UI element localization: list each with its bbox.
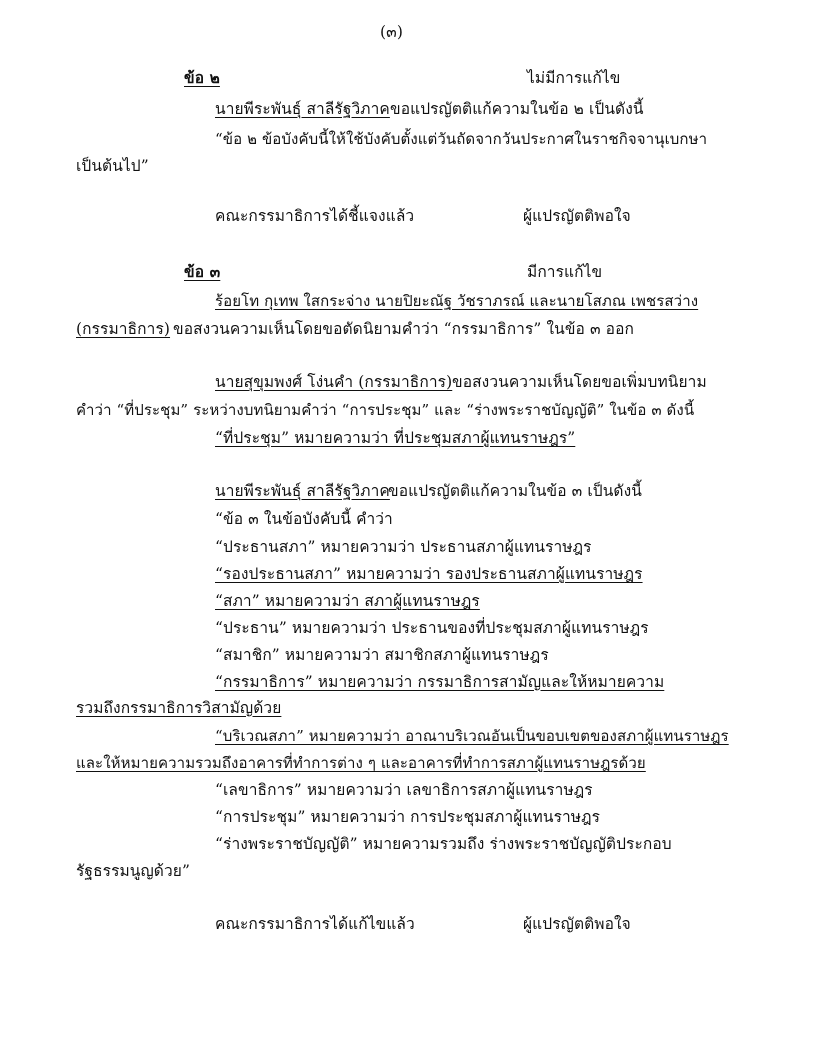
section3-reserve1-movers: ร้อยโท กุเทพ ใสกระจ่าง นายปิยะณัฐ วัชราภรณ์ และนายโสภณ เพชรสว่าง <box>215 292 699 310</box>
section3-reserve2-def: “ที่ประชุม” หมายความว่า ที่ประชุมสภาผู้แทนราษฎร” <box>215 429 576 447</box>
definition-line: “บริเวณสภา” หมายความว่า อาณาบริเวณอันเป็นขอบเขตของสภาผู้แทนราษฎร <box>215 727 729 745</box>
definition-line: “ข้อ ๓ ในข้อบังคับนี้ คำว่า <box>215 510 393 528</box>
definition-line: “การประชุม” หมายความว่า การประชุมสภาผู้แทนราษฎร <box>215 808 601 826</box>
definition-line: และให้หมายความรวมถึงอาคารที่ทำการต่าง ๆ และอาคารที่ทำการสภาผู้แทนราษฎรด้วย <box>76 754 646 772</box>
definition-line: “ร่างพระราชบัญญัติ” หมายความรวมถึง ร่างพระราชบัญญัติประกอบ <box>215 835 672 853</box>
definition-line: “รองประธานสภา” หมายความว่า รองประธานสภาผู้แทนราษฎร <box>215 565 643 583</box>
section3-reserve1-role: (กรรมาธิการ) <box>76 320 171 338</box>
section2-quote-line2: เป็นต้นไป” <box>76 157 149 175</box>
definition-line: “เลขาธิการ” หมายความว่า เลขาธิการสภาผู้แทนราษฎร <box>215 781 593 799</box>
section3-reserve2-mover: นายสุขุมพงศ์ โง่นคำ (กรรมาธิการ) <box>215 373 453 391</box>
section3-reserve1-text: ขอสงวนความเห็นโดยขอตัดนิยามคำว่า “กรรมาธิการ” ในข้อ ๓ ออก <box>173 320 634 338</box>
definition-line: รัฐธรรมนูญด้วย” <box>76 862 190 880</box>
definition-line: “ประธาน” หมายความว่า ประธานของที่ประชุมสภาผู้แทนราษฎร <box>215 619 649 637</box>
section3-heading: ข้อ ๓ <box>184 262 221 281</box>
section3-committee-result: คณะกรรมาธิการได้แก้ไขแล้ว <box>215 915 415 933</box>
section2-heading: ข้อ ๒ <box>184 68 220 87</box>
section2-quote-line1: “ข้อ ๒ ข้อบังคับนี้ให้ใช้บังคับตั้งแต่วันถัดจากวันประกาศในราชกิจจานุเบกษา <box>215 130 708 148</box>
section3-amend-intro: ขอแปรญัตติแก้ความในข้อ ๓ เป็นดังนี้ <box>388 482 642 500</box>
section2-amend-intro: ขอแปรญัตติแก้ความในข้อ ๒ เป็นดังนี้ <box>390 100 644 118</box>
section2-amend-mover: นายพีระพันธุ์ สาลีรัฐวิภาค <box>215 100 390 118</box>
definition-line: รวมถึงกรรมาธิการวิสามัญด้วย <box>76 699 282 717</box>
definition-line: “สภา” หมายความว่า สภาผู้แทนราษฎร <box>215 592 480 610</box>
section2-status: ไม่มีการแก้ไข <box>527 69 621 87</box>
page-number: (๓) <box>380 23 403 41</box>
section2-committee-result: คณะกรรมาธิการได้ชี้แจงแล้ว <box>215 207 415 225</box>
section3-reserve2-text1: ขอสงวนความเห็นโดยขอเพิ่มบทนิยาม <box>452 373 707 391</box>
section2-mover-result: ผู้แปรญัตติพอใจ <box>523 207 631 225</box>
definition-line: “สมาชิก” หมายความว่า สมาชิกสภาผู้แทนราษฎร <box>215 646 549 664</box>
section3-amend-mover: นายพีระพันธุ์ สาลีรัฐวิภาค <box>215 482 390 500</box>
definition-line: “กรรมาธิการ” หมายความว่า กรรมาธิการสามัญและให้หมายความ <box>215 673 665 691</box>
section3-reserve2-text2: คำว่า “ที่ประชุม” ระหว่างบทนิยามคำว่า “การประชุม” และ “ร่างพระราชบัญญัติ” ในข้อ ๓ ดังนี้ <box>76 401 695 419</box>
definition-line: “ประธานสภา” หมายความว่า ประธานสภาผู้แทนราษฎร <box>215 538 592 556</box>
section3-status: มีการแก้ไข <box>527 263 603 281</box>
section3-mover-result: ผู้แปรญัตติพอใจ <box>523 915 631 933</box>
